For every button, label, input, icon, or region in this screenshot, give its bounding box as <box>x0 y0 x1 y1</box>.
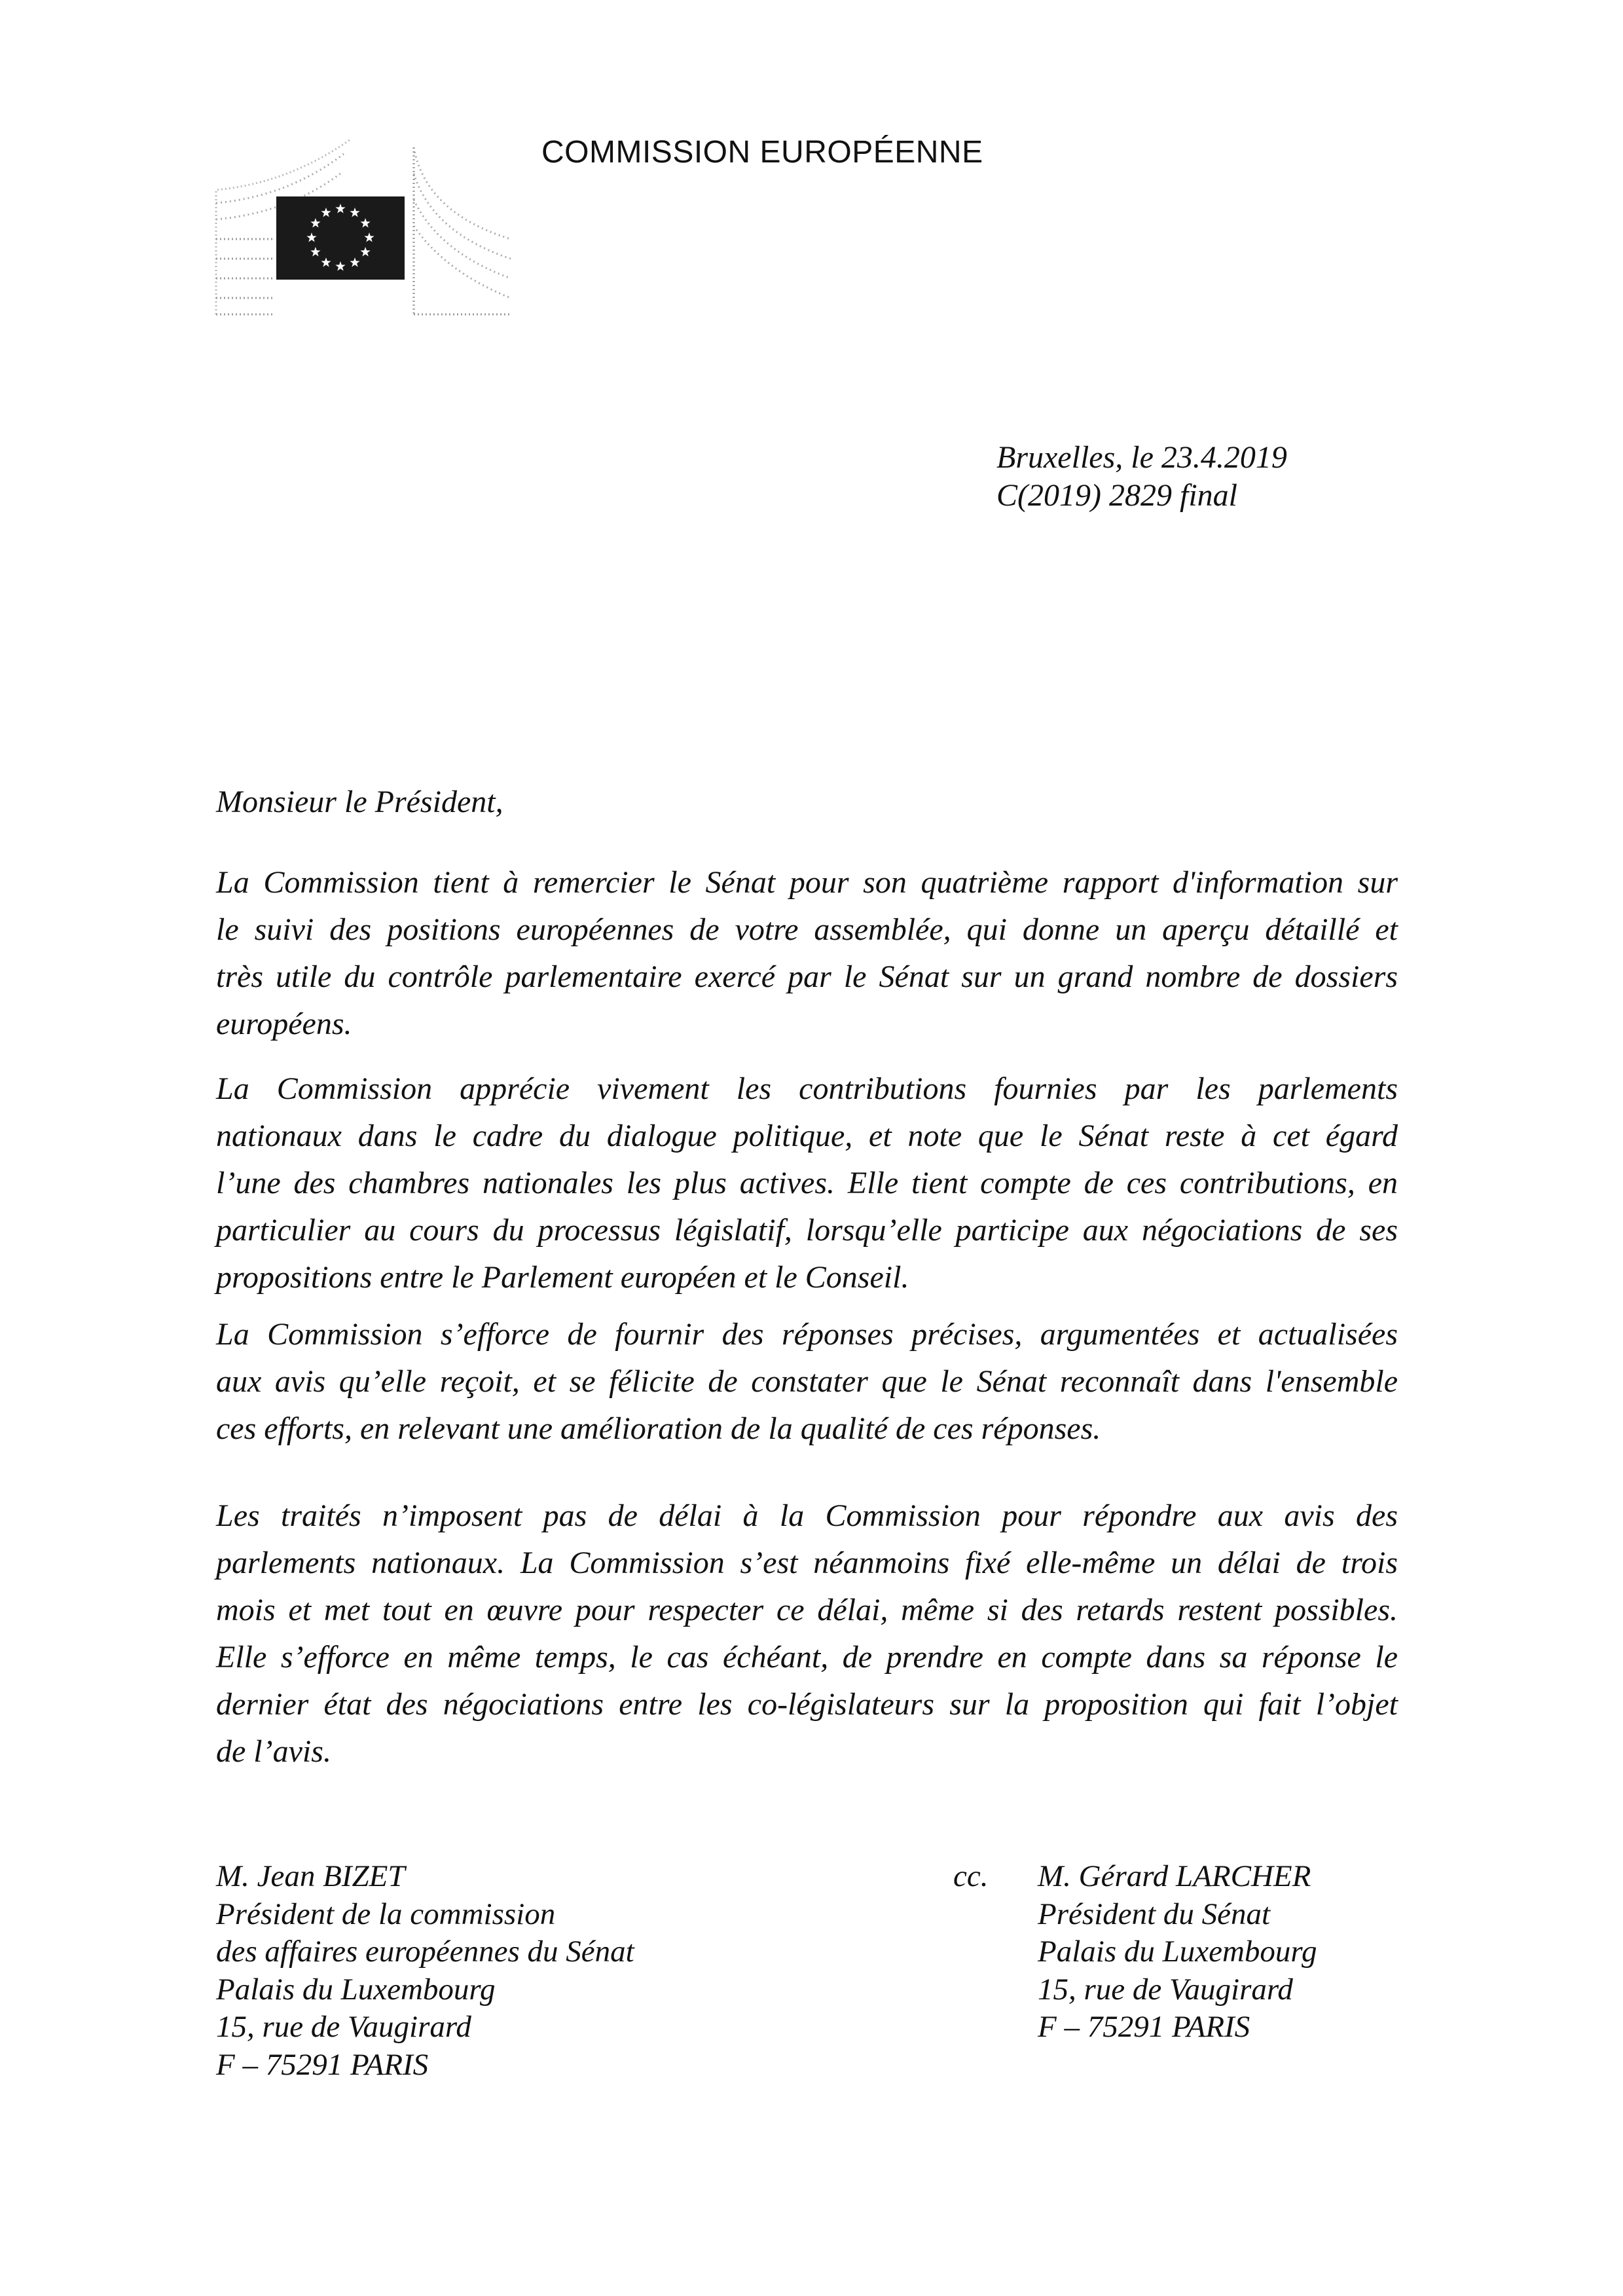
address-line: Palais du Luxembourg <box>1038 1935 1317 1969</box>
address-line: F – 75291 PARIS <box>216 2047 429 2082</box>
salutation: Monsieur le Président, <box>216 785 503 819</box>
paragraph-line: très utile du contrôle parlementaire exercé par le Sénat sur un grand nombre de dossiers <box>216 959 1398 994</box>
cc-recipient-address <box>1038 1858 1317 2046</box>
paragraph-line: mois et met tout en œuvre pour respecter ce délai, même si des retards restent possibles. <box>216 1593 1398 1627</box>
paragraph-line: ces efforts, en relevant une amélioration de la qualité de ces réponses. <box>216 1411 1101 1446</box>
paragraph-line: de l’avis. <box>216 1734 331 1769</box>
paragraph-line: aux avis qu’elle reçoit, et se félicite de constater que le Sénat reconnaît dans l'ensemble <box>216 1364 1398 1399</box>
address-line: Palais du Luxembourg <box>216 1972 496 2007</box>
address-line: 15, rue de Vaugirard <box>1038 1972 1293 2007</box>
address-line: 15, rue de Vaugirard <box>216 2010 471 2044</box>
paragraph-line: Elle s’efforce en même temps, le cas échéant, de prendre en compte dans sa réponse le <box>216 1640 1398 1675</box>
paragraph-line: le suivi des positions européennes de votre assemblée, qui donne un aperçu détaillé et <box>216 912 1398 947</box>
address-line: M. Jean BIZET <box>216 1859 405 1893</box>
paragraph-line: européens. <box>216 1007 352 1041</box>
paragraph-line: La Commission tient à remercier le Sénat pour son quatrième rapport d'information sur <box>216 865 1398 900</box>
organization-name: COMMISSION EUROPÉENNE <box>541 135 983 170</box>
paragraph-4 <box>216 1492 1398 1775</box>
paragraph-line: nationaux dans le cadre du dialogue politique, et note que le Sénat reste à cet égard <box>216 1119 1398 1153</box>
paragraph-1 <box>216 859 1398 1048</box>
building-right-wing-icon <box>414 147 511 314</box>
paragraph-line: propositions entre le Parlement européen et le Conseil. <box>216 1260 909 1295</box>
address-line: Président de la commission <box>216 1897 556 1931</box>
european-commission-logo <box>210 134 517 318</box>
paragraph-line: particulier au cours du processus législatif, lorsqu’elle participe aux négociations de ses <box>216 1213 1398 1248</box>
paragraph-line: La Commission s’efforce de fournir des réponses précises, argumentées et actualisées <box>216 1317 1398 1352</box>
document-reference: C(2019) 2829 final <box>996 478 1237 513</box>
paragraph-line: dernier état des négociations entre les co-législateurs sur la proposition qui fait l’objet <box>216 1687 1398 1722</box>
address-line: M. Gérard LARCHER <box>1038 1859 1311 1893</box>
place-and-date: Bruxelles, le 23.4.2019 <box>996 440 1287 475</box>
paragraph-line: Les traités n’imposent pas de délai à la Commission pour répondre aux avis des <box>216 1498 1398 1533</box>
paragraph-line: l’une des chambres nationales les plus actives. Elle tient compte de ces contributions, en <box>216 1166 1398 1200</box>
paragraph-line: parlements nationaux. La Commission s’est néanmoins fixé elle-même un délai de trois <box>216 1546 1398 1580</box>
address-line: des affaires européennes du Sénat <box>216 1935 634 1969</box>
address-line: Président du Sénat <box>1038 1897 1271 1931</box>
cc-label: cc. <box>953 1859 989 1893</box>
address-line: F – 75291 PARIS <box>1038 2010 1250 2044</box>
paragraph-line: La Commission apprécie vivement les contributions fournies par les parlements <box>216 1071 1398 1106</box>
paragraph-2 <box>216 1065 1398 1301</box>
paragraph-3 <box>216 1311 1398 1453</box>
recipient-address <box>216 1858 634 2084</box>
